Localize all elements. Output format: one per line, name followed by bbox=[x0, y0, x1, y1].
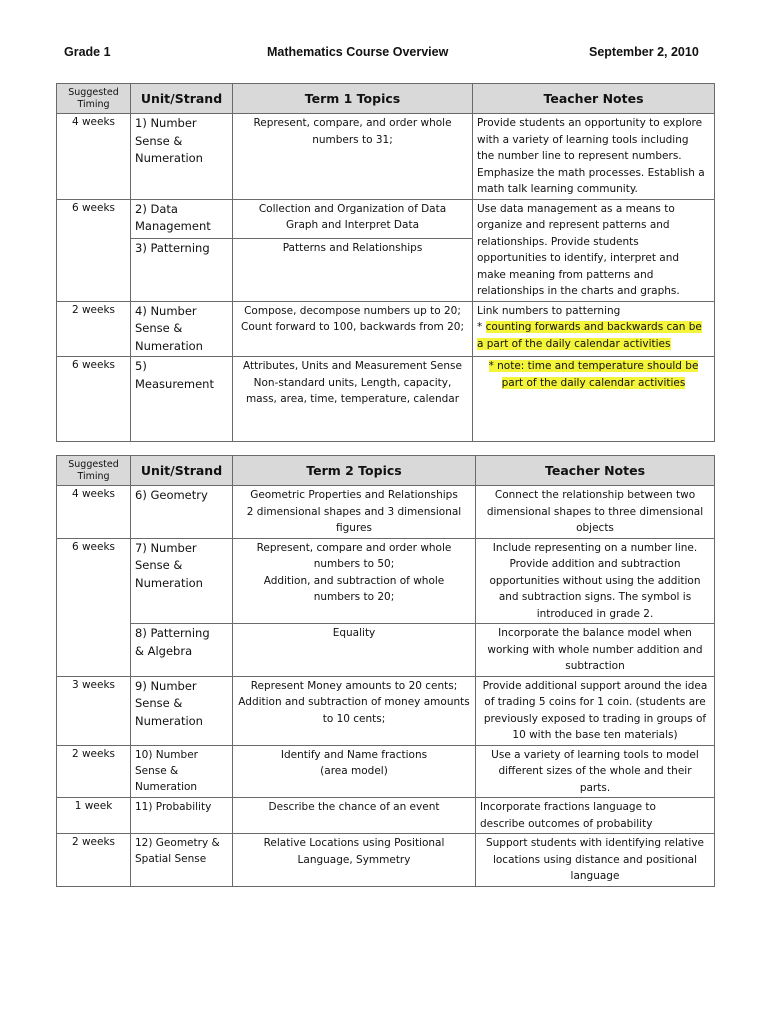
unit-cell: 9) Number Sense & Numeration bbox=[131, 676, 233, 745]
table-row bbox=[57, 357, 715, 442]
topic-cell: Relative Locations using Positional Language, Symmetry bbox=[233, 834, 476, 887]
notes-header: Teacher Notes bbox=[473, 84, 715, 114]
timing-cell: 2 weeks bbox=[57, 301, 131, 357]
topic-cell: Geometric Properties and Relationships 2 dimensional shapes and 3 dimensional figures bbox=[233, 486, 476, 539]
unit-cell: 1) Number Sense & Numeration bbox=[131, 114, 233, 200]
unit-cell: 3) Patterning bbox=[131, 238, 233, 301]
topic-cell: Compose, decompose numbers up to 20; Count forward to 100, backwards from 20; bbox=[233, 301, 473, 357]
unit-cell: 6) Geometry bbox=[131, 486, 233, 539]
notes-cell: Incorporate the balance model when working with whole number addition and subtraction bbox=[476, 624, 715, 677]
timing-cell: 1 week bbox=[57, 798, 131, 834]
topic-cell: Represent Money amounts to 20 cents; Addition and subtraction of money amounts to 10 cents; bbox=[233, 676, 476, 745]
timing-cell: 4 weeks bbox=[57, 114, 131, 200]
unit-cell: 8) Patterning & Algebra bbox=[131, 624, 233, 677]
notes-cell bbox=[473, 357, 715, 442]
topic-cell: Represent, compare, and order whole numbers to 31; bbox=[233, 114, 473, 200]
page-header bbox=[0, 45, 768, 63]
term2-table bbox=[56, 455, 715, 887]
unit-cell: 4) Number Sense & Numeration bbox=[131, 301, 233, 357]
unit-cell: 5) Measurement bbox=[131, 357, 233, 442]
notes-cell: Provide additional support around the idea of trading 5 coins for 1 coin. (students are previously exposed to trading in groups of 10 with the base ten materials) bbox=[476, 676, 715, 745]
topic-cell: Equality bbox=[233, 624, 476, 677]
term2-header-row bbox=[57, 456, 715, 486]
highlighted-note: part of the daily calendar activities bbox=[501, 376, 686, 389]
table-row bbox=[57, 745, 715, 798]
highlighted-note: a part of the daily calendar activities bbox=[477, 337, 671, 350]
notes-header: Teacher Notes bbox=[476, 456, 715, 486]
timing-cell: 2 weeks bbox=[57, 834, 131, 887]
table-row bbox=[57, 676, 715, 745]
table-row bbox=[57, 199, 715, 238]
topic-cell: Identify and Name fractions (area model) bbox=[233, 745, 476, 798]
notes-cell: Include representing on a number line. Provide addition and subtraction opportunities without using the addition and subtraction signs. The symbol is introduced in grade 2. bbox=[476, 538, 715, 624]
notes-cell: Link numbers to patterning * counting forwards and backwards can be a part of the daily calendar activities bbox=[473, 301, 715, 357]
topic-cell: Collection and Organization of Data Graph and Interpret Data bbox=[233, 199, 473, 238]
table-row bbox=[57, 624, 715, 677]
notes-cell: Provide students an opportunity to explore with a variety of learning tools including the number line to represent numbers. Emphasize the math processes. Establish a math talk learning community. bbox=[473, 114, 715, 200]
term1-table bbox=[56, 83, 715, 442]
topic-cell: Patterns and Relationships bbox=[233, 238, 473, 301]
timing-cell: 6 weeks bbox=[57, 538, 131, 676]
table-row bbox=[57, 798, 715, 834]
topics-header: Term 2 Topics bbox=[233, 456, 476, 486]
topic-cell: Describe the chance of an event bbox=[233, 798, 476, 834]
term1-header-row bbox=[57, 84, 715, 114]
table-row bbox=[57, 114, 715, 200]
topic-cell: Represent, compare and order whole numbers to 50; Addition, and subtraction of whole numbers to 20; bbox=[233, 538, 476, 624]
unit-header: Unit/Strand bbox=[131, 456, 233, 486]
notes-cell: Use data management as a means to organize and represent patterns and relationships. Provide students opportunities to identify, interpret and make meaning from patterns and relationships in the charts and graphs. bbox=[473, 199, 715, 301]
timing-header: Suggested Timing bbox=[57, 456, 131, 486]
notes-cell: Incorporate fractions language to describe outcomes of probability bbox=[476, 798, 715, 834]
table-row bbox=[57, 301, 715, 357]
unit-cell: 11) Probability bbox=[131, 798, 233, 834]
document-date: September 2, 2010 bbox=[589, 45, 699, 59]
timing-cell: 6 weeks bbox=[57, 199, 131, 301]
highlighted-note: counting forwards and backwards can be bbox=[485, 321, 702, 333]
notes-cell: Connect the relationship between two dimensional shapes to three dimensional objects bbox=[476, 486, 715, 539]
unit-header: Unit/Strand bbox=[131, 84, 233, 114]
grade-label: Grade 1 bbox=[64, 45, 111, 59]
unit-cell: 12) Geometry & Spatial Sense bbox=[131, 834, 233, 887]
topics-header: Term 1 Topics bbox=[233, 84, 473, 114]
timing-cell: 6 weeks bbox=[57, 357, 131, 442]
table-row bbox=[57, 486, 715, 539]
notes-cell: Use a variety of learning tools to model different sizes of the whole and their parts. bbox=[476, 745, 715, 798]
table-row bbox=[57, 834, 715, 887]
table-row bbox=[57, 538, 715, 624]
document-title: Mathematics Course Overview bbox=[267, 45, 449, 59]
timing-cell: 3 weeks bbox=[57, 676, 131, 745]
timing-cell: 4 weeks bbox=[57, 486, 131, 539]
highlighted-note: * note: time and temperature should be bbox=[488, 360, 699, 372]
unit-cell: 7) Number Sense & Numeration bbox=[131, 538, 233, 624]
timing-cell: 2 weeks bbox=[57, 745, 131, 798]
unit-cell: 2) Data Management bbox=[131, 199, 233, 238]
topic-cell: Attributes, Units and Measurement Sense Non-standard units, Length, capacity, mass, area, time, temperature, calendar bbox=[233, 357, 473, 442]
notes-cell: Support students with identifying relative locations using distance and positional language bbox=[476, 834, 715, 887]
unit-cell: 10) Number Sense & Numeration bbox=[131, 745, 233, 798]
timing-header: Suggested Timing bbox=[57, 84, 131, 114]
